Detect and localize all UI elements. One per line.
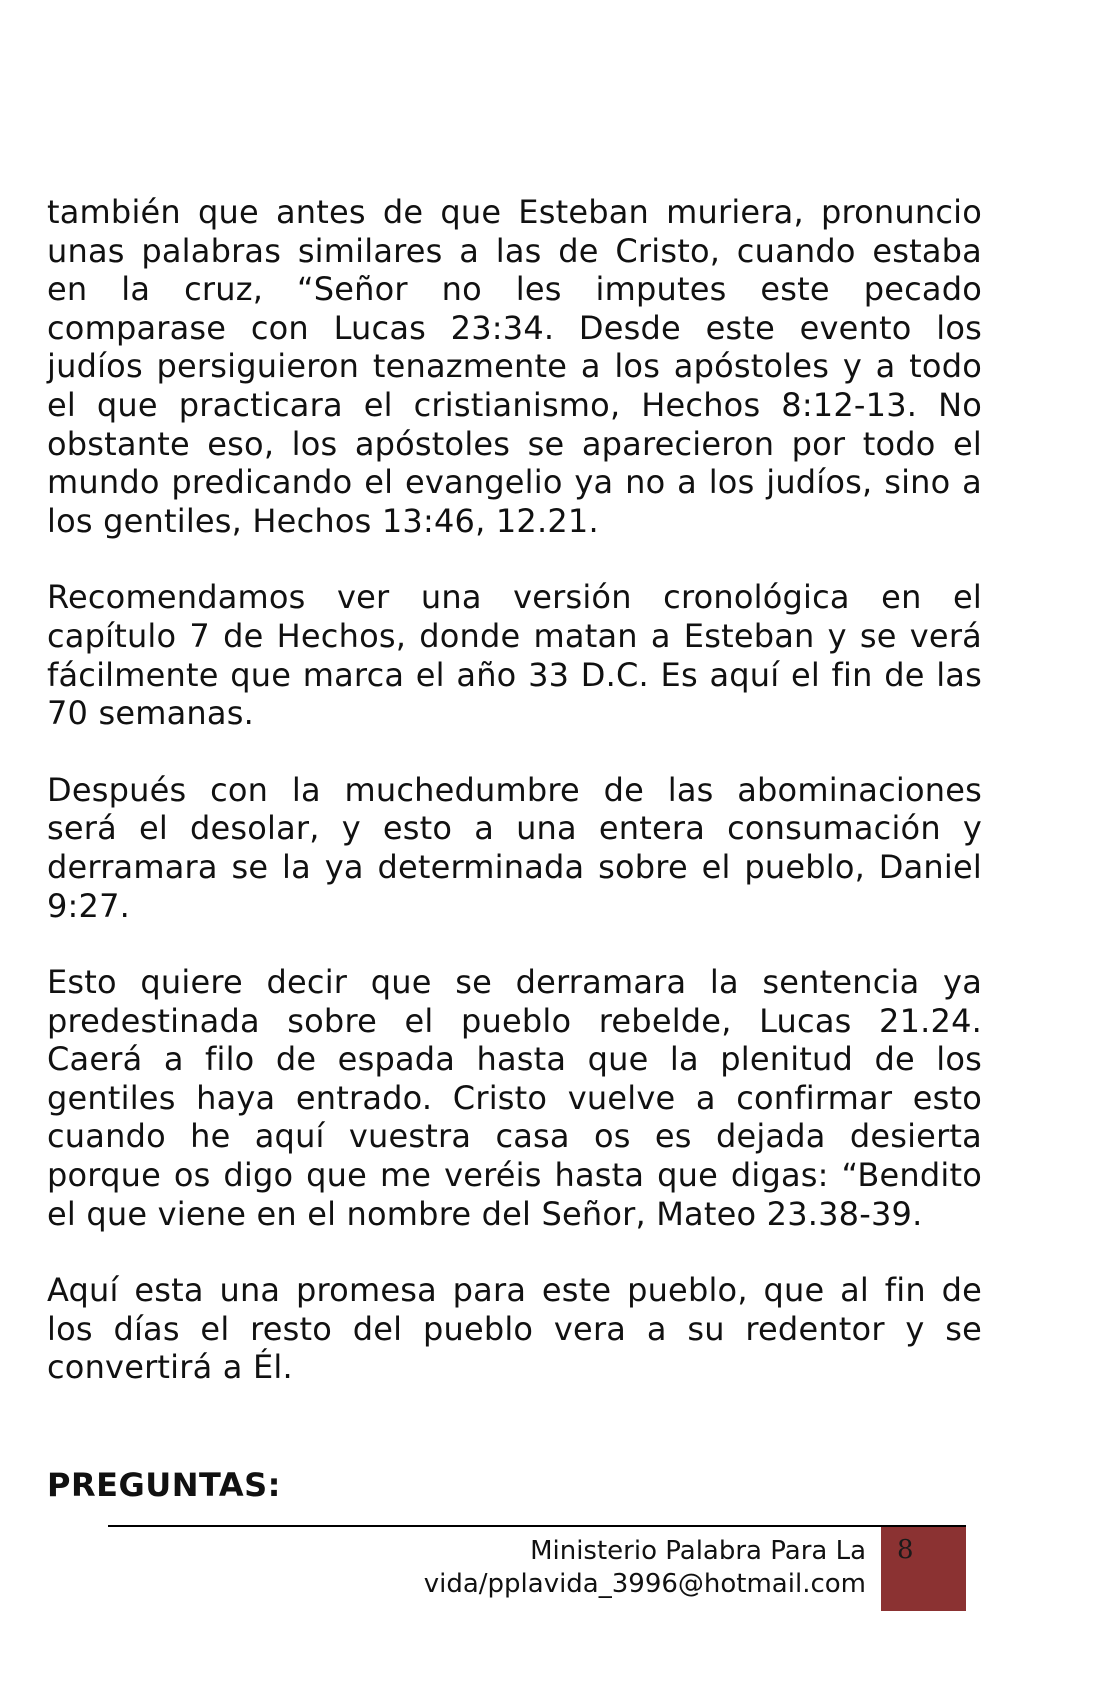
paragraph-5: Aquí esta una promesa para este pueblo, que al fin de los días el resto del pueblo vera a su redentor y se convertirá a Él.	[47, 1271, 982, 1387]
footer-credit	[424, 1535, 866, 1601]
paragraph-1: también que antes de que Esteban muriera, pronuncio unas palabras similares a las de Cristo, cuando estaba en la cruz, “Señor no les imputes este pecado comparase con Lucas 23:34. Desde este evento los judíos persiguieron tenazmente a los apóstoles y a todo el que practicara el cristianismo, Hechos 8:12-13. No obstante eso, los apóstoles se aparecieron por todo el mundo predicando el evangelio ya no a los judíos, sino a los gentiles, Hechos 13:46, 12.21.	[47, 193, 982, 540]
paragraph-3: Después con la muchedumbre de las abominaciones será el desolar, y esto a una entera consumación y derramara se la ya determinada sobre el pueblo, Daniel 9:27.	[47, 770, 982, 925]
paragraph-2: Recomendamos ver una versión cronológica en el capítulo 7 de Hechos, donde matan a Esteban y se verá fácilmente que marca el año 33 D.C. Es aquí el fin de las 70 semanas.	[47, 578, 982, 733]
section-heading: PREGUNTAS:	[47, 1466, 281, 1504]
body-text	[47, 193, 982, 1425]
footer-divider	[108, 1525, 966, 1527]
paragraph-4: Esto quiere decir que se derramara la sentencia ya predestinada sobre el pueblo rebelde, Lucas 21.24. Caerá a filo de espada hasta que la plenitud de los gentiles haya entrado. Cristo vuelve a confirmar esto cuando he aquí vuestra casa os es dejada desierta porque os digo que me veréis hasta que digas: “Bendito el que viene en el nombre del Señor, Mateo 23.38-39.	[47, 963, 982, 1233]
page-number-box	[881, 1527, 966, 1611]
footer-line-1: Ministerio Palabra Para La	[530, 1536, 866, 1566]
footer-line-2: vida/pplavida_3996@hotmail.com	[423, 1569, 866, 1599]
page-number: 8	[897, 1535, 914, 1565]
